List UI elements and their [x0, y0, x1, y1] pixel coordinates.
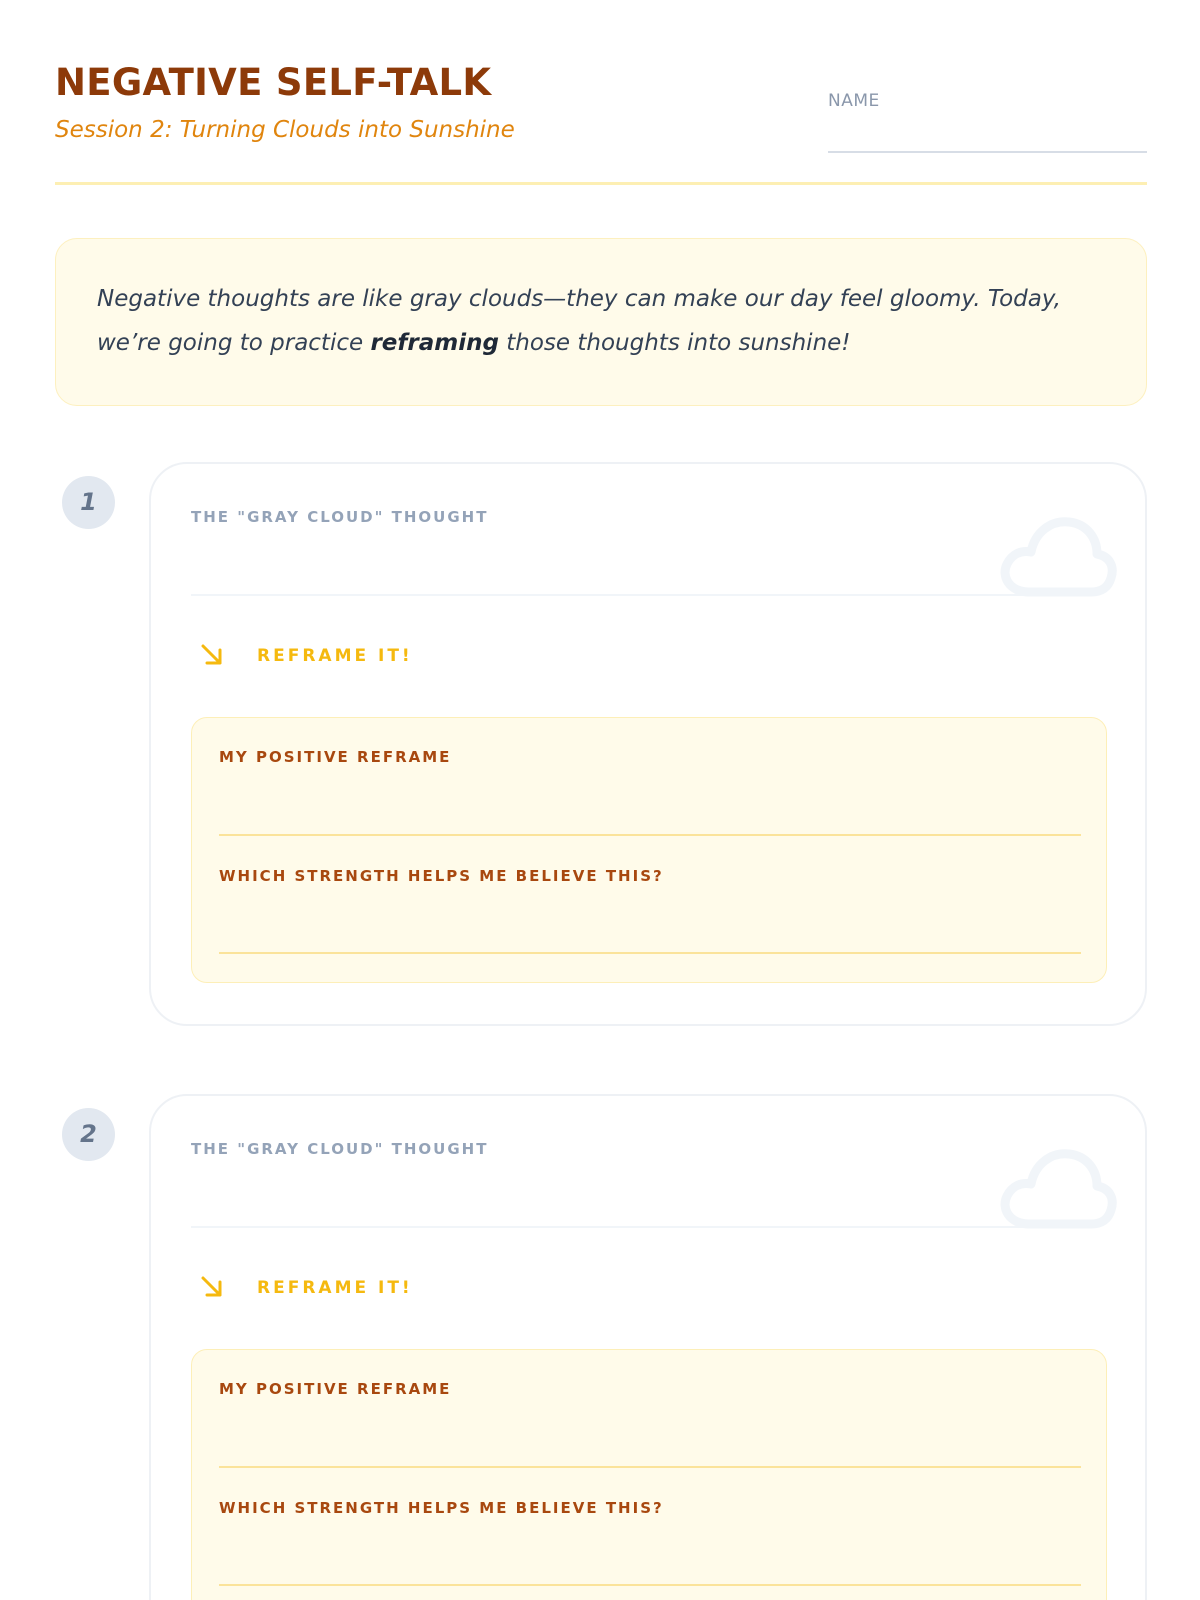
- worksheet-header: [55, 55, 1147, 185]
- gray-cloud-thought-label: THE "GRAY CLOUD" THOUGHT: [191, 1140, 489, 1158]
- arrow-down-right-icon: [199, 642, 225, 668]
- strength-label: WHICH STRENGTH HELPS ME BELIEVE THIS?: [219, 1499, 664, 1517]
- cloud-icon: [991, 1144, 1119, 1238]
- exercise-card: [149, 1094, 1147, 1600]
- exercise-card: [149, 462, 1147, 1026]
- exercise-2: [55, 1094, 1147, 1600]
- reframe-label: REFRAME IT!: [257, 1278, 413, 1298]
- gray-cloud-thought-field[interactable]: [191, 594, 1053, 596]
- exercise-1: [55, 462, 1147, 1026]
- positive-reframe-field[interactable]: [219, 1466, 1081, 1468]
- exercise-number-badge: 2: [62, 1108, 115, 1161]
- reframe-label: REFRAME IT!: [257, 646, 413, 666]
- strength-field[interactable]: [219, 952, 1081, 954]
- intro-emphasis: reframing: [370, 330, 499, 356]
- gray-cloud-thought-label: THE "GRAY CLOUD" THOUGHT: [191, 508, 489, 526]
- positive-reframe-label: MY POSITIVE REFRAME: [219, 748, 452, 766]
- gray-cloud-thought-field[interactable]: [191, 1226, 1053, 1228]
- cloud-icon: [991, 512, 1119, 606]
- strength-field[interactable]: [219, 1584, 1081, 1586]
- positive-reframe-label: MY POSITIVE REFRAME: [219, 1380, 452, 1398]
- page-title: NEGATIVE SELF-TALK: [55, 61, 492, 104]
- exercise-number-badge: 1: [62, 476, 115, 529]
- name-field[interactable]: [828, 151, 1147, 153]
- intro-text-before: Negative thoughts are like gray clouds—they can make our day feel gloomy. Today, we’re going to practice: [97, 286, 1061, 356]
- name-label: NAME: [828, 91, 880, 111]
- reframe-answer-box: [191, 717, 1107, 983]
- intro-text-after: those thoughts into sunshine!: [498, 330, 851, 356]
- intro-callout: [55, 238, 1147, 406]
- positive-reframe-field[interactable]: [219, 834, 1081, 836]
- reframe-answer-box: [191, 1349, 1107, 1600]
- strength-label: WHICH STRENGTH HELPS ME BELIEVE THIS?: [219, 867, 664, 885]
- page-subtitle: Session 2: Turning Clouds into Sunshine: [55, 117, 515, 143]
- arrow-down-right-icon: [199, 1274, 225, 1300]
